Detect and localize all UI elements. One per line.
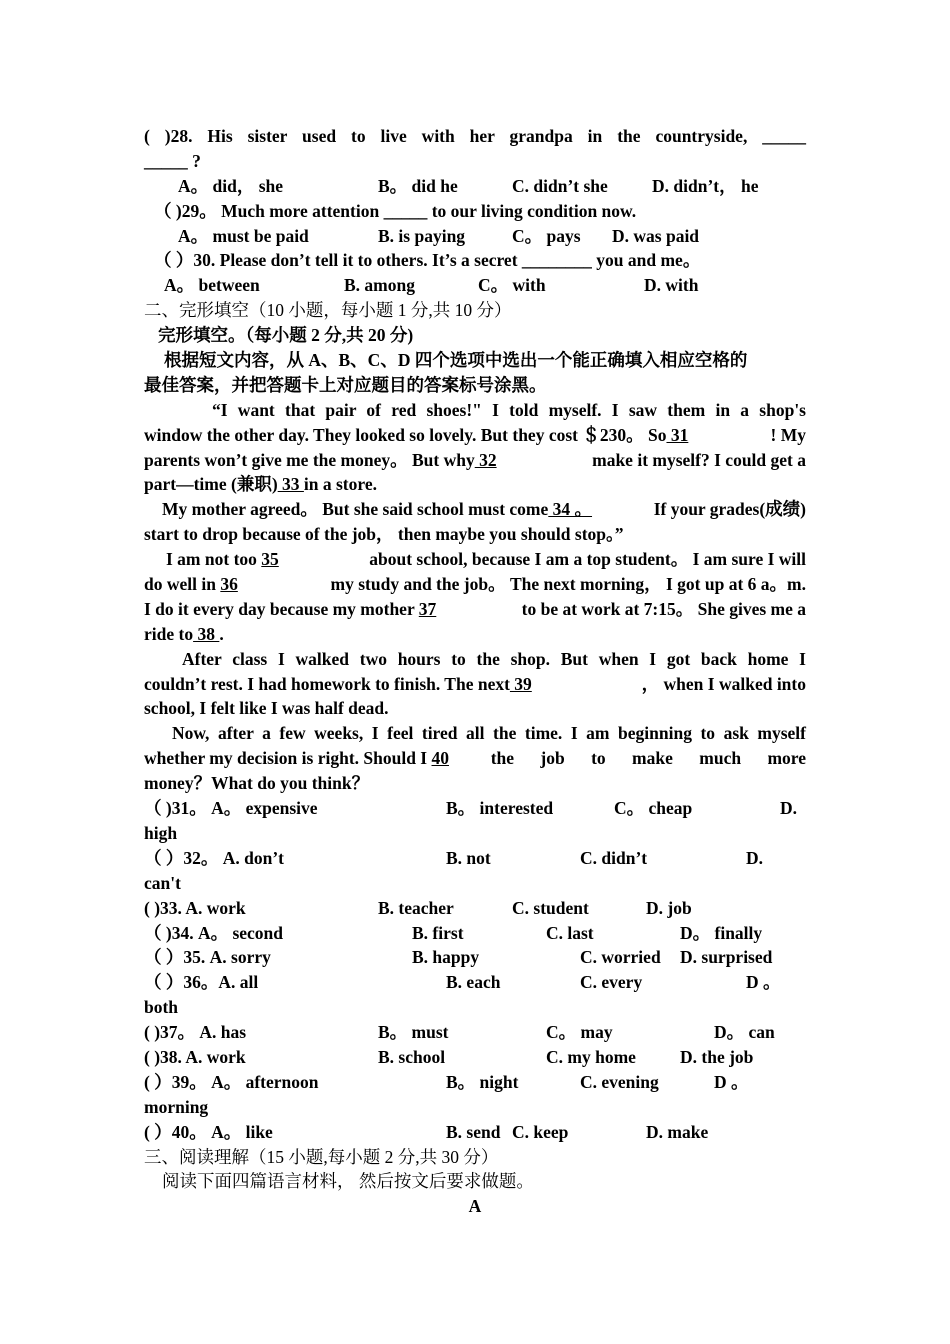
- choice-b[interactable]: B。 interested: [446, 798, 554, 819]
- q29-option-c[interactable]: C。 pays: [512, 225, 581, 246]
- choice-wrap: both: [144, 997, 179, 1018]
- passage-p1-line2: [144, 423, 806, 448]
- passage-p2-line2: start to drop because of the job， then maybe you should stop。”: [144, 524, 624, 545]
- blank-35[interactable]: 35: [261, 549, 279, 570]
- blank-36[interactable]: 36: [220, 574, 238, 595]
- passage-p3-line4: [144, 622, 806, 647]
- section2-heading: 二、完形填空（10 小题，每小题 1 分,共 10 分）: [144, 300, 512, 321]
- exam-page: [144, 124, 806, 1219]
- choice-d[interactable]: D。 finally: [680, 922, 763, 943]
- q28-option-d[interactable]: D. didn’t， he: [652, 175, 759, 196]
- q30-option-d[interactable]: D. with: [644, 275, 699, 296]
- passage-text: ride to: [144, 623, 194, 644]
- blank-37[interactable]: 37: [418, 598, 437, 619]
- blank-33[interactable]: 33: [277, 474, 304, 495]
- passage-text: .: [219, 623, 224, 644]
- choice-d[interactable]: D. surprised: [680, 947, 773, 968]
- passage-p3-line1: [144, 547, 806, 572]
- choice-c[interactable]: C. every: [580, 972, 643, 993]
- passage-p4-line1: After class I walked two hours to the shop. But when I got back home I: [182, 648, 806, 669]
- passage-text: do well in: [144, 574, 216, 595]
- choice-d[interactable]: D.: [746, 847, 764, 868]
- passage-text: I am not too: [166, 549, 257, 570]
- choice-b[interactable]: B. send: [446, 1121, 501, 1142]
- passage-p5-line3: money？What do you think？: [144, 773, 370, 794]
- choice-a[interactable]: ( )33. A. work: [144, 897, 246, 918]
- choice-b[interactable]: B. school: [378, 1046, 446, 1067]
- q28-option-c[interactable]: C. didn’t she: [512, 175, 608, 196]
- blank-34[interactable]: 34 。: [548, 499, 593, 520]
- passage-text: couldn’t rest. I had homework to finish. The next: [144, 673, 510, 694]
- choice-c[interactable]: C. didn’t: [580, 847, 648, 868]
- passage-text: My mother agreed。 But she said school must come: [162, 499, 549, 520]
- section3-instruction: 阅读下面四篇语言材料， 然后按文后要求做题。: [162, 1171, 534, 1192]
- q29-options: [144, 224, 806, 249]
- choice-d[interactable]: D. job: [646, 897, 692, 918]
- q29-option-a[interactable]: A。 must be paid: [178, 225, 309, 246]
- choice-a[interactable]: （ ）32。 A. don’t: [144, 847, 285, 868]
- passage-p2-line1: [144, 497, 806, 522]
- choice-b[interactable]: B. first: [412, 922, 464, 943]
- q30-options: [144, 273, 806, 298]
- choice-row: [144, 945, 806, 970]
- choice-c[interactable]: C. evening: [580, 1071, 659, 1092]
- passage-p3-line2: [144, 572, 806, 597]
- passage-text: I do it every day because my mother: [144, 598, 415, 619]
- passage-text: make it myself? I could get a: [592, 449, 806, 470]
- choice-row: [144, 796, 806, 821]
- passage-text: about school, because I am a top student。 I am sure I will: [369, 549, 806, 570]
- choice-b[interactable]: B. teacher: [378, 897, 454, 918]
- choice-row: [144, 970, 806, 995]
- passage-text: If your grades(成绩): [653, 499, 806, 520]
- blank-32[interactable]: 32: [474, 449, 497, 470]
- blank-40[interactable]: 40: [431, 748, 449, 769]
- choice-row: [144, 1120, 806, 1145]
- choice-a[interactable]: （ ）35. A. sorry: [144, 947, 271, 968]
- section3-heading: 三、阅读理解（15 小题,每小题 2 分,共 30 分）: [144, 1146, 499, 1167]
- choice-a[interactable]: （ )34. A。 second: [144, 922, 284, 943]
- q28-option-b[interactable]: B。 did he: [378, 175, 458, 196]
- choice-d[interactable]: D. the job: [680, 1046, 754, 1067]
- q28-stem: ( )28. His sister used to live with her grandpa in the countryside, _____: [144, 126, 806, 146]
- passage-text: in a store.: [303, 474, 377, 495]
- passage-a-label: A: [468, 1196, 482, 1217]
- q30-option-b[interactable]: B. among: [344, 275, 415, 296]
- passage-text: window the other day. They looked so lovely. But they cost ＄230。 So: [144, 424, 667, 445]
- choice-b[interactable]: B. happy: [412, 947, 480, 968]
- q30-option-a[interactable]: A。 between: [164, 275, 260, 296]
- choice-c[interactable]: C. last: [546, 922, 594, 943]
- blank-38[interactable]: 38: [193, 623, 220, 644]
- q30-stem: （ ）30. Please don’t tell it to others. It’s a secret ________ you and me。: [154, 250, 701, 271]
- passage-text: my study and the job。 The next morning， I got up at 6 a。m.: [330, 574, 806, 595]
- choice-row: [144, 896, 806, 921]
- choice-c[interactable]: C. keep: [512, 1121, 569, 1142]
- choice-row: [144, 846, 806, 871]
- q28-option-a[interactable]: A。 did， she: [178, 175, 284, 196]
- choice-d[interactable]: D 。: [746, 972, 781, 993]
- choice-a[interactable]: ( ）40。 A。 like: [144, 1121, 273, 1142]
- passage-text: ， when I walked into: [641, 673, 806, 694]
- choice-c[interactable]: C. worried: [580, 947, 661, 968]
- choice-row: [144, 921, 806, 946]
- choice-wrap: high: [144, 822, 178, 843]
- passage-p1-line3: [144, 448, 806, 473]
- choice-a[interactable]: ( )38. A. work: [144, 1046, 246, 1067]
- section2-subheading: 完形填空。（每小题 2 分,共 20 分): [158, 325, 414, 346]
- choice-b[interactable]: B. each: [446, 972, 501, 993]
- choice-row: [144, 1070, 806, 1095]
- passage-text: whether my decision is right. Should I: [144, 748, 428, 769]
- choice-c[interactable]: C. my home: [546, 1046, 636, 1067]
- passage-p4-line2: [144, 672, 806, 697]
- passage-p4-line3: school, I felt like I was half dead.: [144, 698, 389, 719]
- blank-31[interactable]: 31: [666, 424, 689, 445]
- passage-text: the job to make much more: [490, 748, 806, 769]
- section2-instruction: 根据短文内容，从 A、B、C、D 四个选项中选出一个能正确填入相应空格的: [164, 350, 748, 371]
- passage-p1-line4: [144, 472, 806, 497]
- choice-row: [144, 1020, 806, 1045]
- q30-option-c[interactable]: C。 with: [478, 275, 546, 296]
- q28-stem-cont: _____ ?: [144, 150, 201, 171]
- q29-stem: （ )29。 Much more attention _____ to our living condition now.: [154, 200, 637, 221]
- passage-text: parents won’t give me the money。 But why: [144, 449, 475, 470]
- choice-wrap: can't: [144, 872, 181, 893]
- choice-c[interactable]: C. student: [512, 897, 589, 918]
- choice-a[interactable]: ( )37。 A. has: [144, 1022, 247, 1043]
- choice-a[interactable]: （ )31。 A。 expensive: [144, 798, 318, 819]
- passage-p5-line1: Now, after a few weeks, I feel tired all the time. I am beginning to ask myself: [172, 723, 806, 744]
- passage-text: part—time (兼职): [144, 474, 278, 495]
- choice-d[interactable]: D 。: [714, 1071, 749, 1092]
- passage-text: to be at work at 7:15。 She gives me a: [521, 598, 806, 619]
- blank-39[interactable]: 39: [509, 673, 532, 694]
- passage-p3-line3: [144, 597, 806, 622]
- q29-option-d[interactable]: D. was paid: [612, 225, 700, 246]
- choice-wrap: morning: [144, 1096, 209, 1117]
- choice-d[interactable]: D。 can: [714, 1022, 775, 1043]
- choice-a[interactable]: （ ）36。A. all: [144, 972, 259, 993]
- q29-option-b[interactable]: B. is paying: [378, 225, 466, 246]
- passage-text: ! My: [770, 424, 806, 445]
- choice-a[interactable]: ( ）39。 A。 afternoon: [144, 1071, 319, 1092]
- choice-row: [144, 1045, 806, 1070]
- choice-b[interactable]: B。 night: [446, 1071, 519, 1092]
- passage-p5-line2: [144, 746, 806, 771]
- choice-d[interactable]: D.: [780, 798, 798, 819]
- choice-d[interactable]: D. make: [646, 1121, 709, 1142]
- q28-options: [144, 174, 806, 199]
- choice-b[interactable]: B。 must: [378, 1022, 449, 1043]
- choice-b[interactable]: B. not: [446, 847, 491, 868]
- section2-instruction-cont: 最佳答案，并把答题卡上对应题目的答案标号涂黑。: [144, 374, 547, 395]
- choice-c[interactable]: C。 cheap: [614, 798, 693, 819]
- choice-c[interactable]: C。 may: [546, 1022, 613, 1043]
- passage-p1-line1: “I want that pair of red shoes!" I told myself. I saw them in a shop's: [212, 399, 806, 420]
